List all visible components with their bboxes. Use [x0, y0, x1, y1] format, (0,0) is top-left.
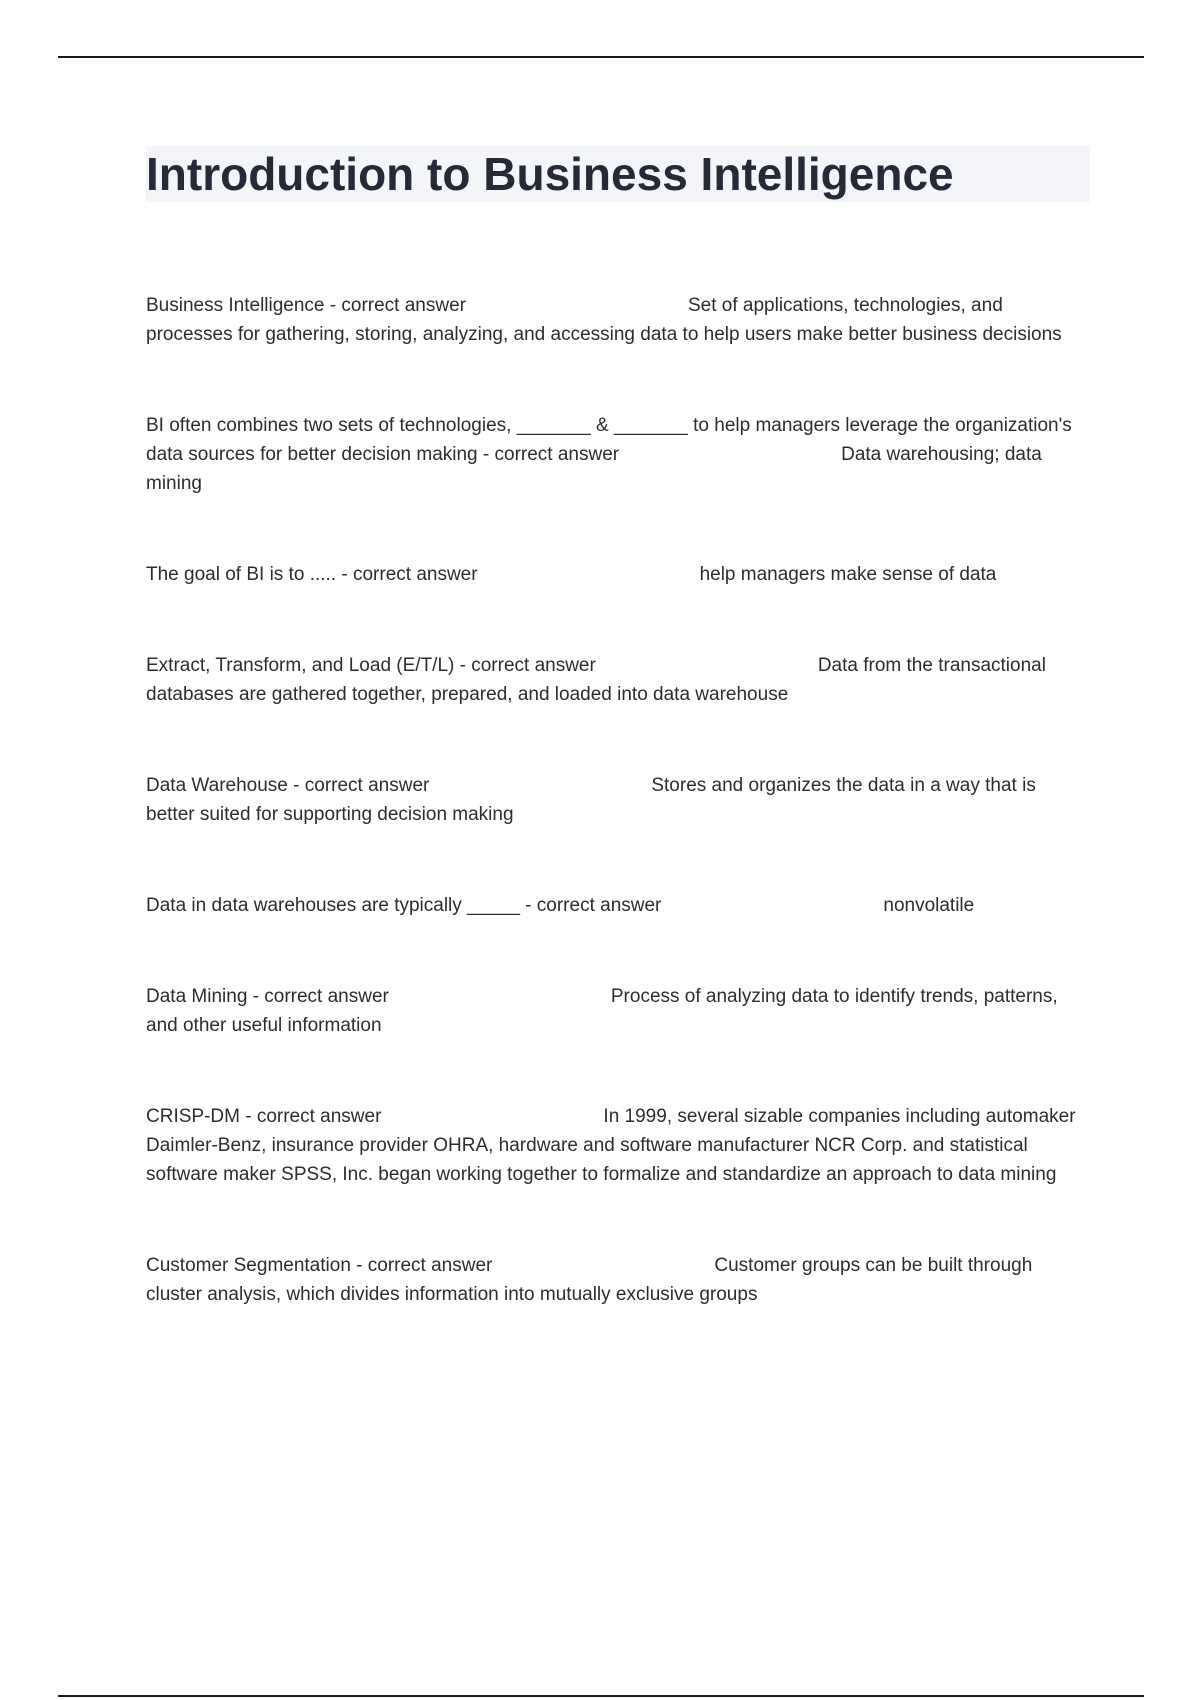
- document-title: Introduction to Business Intelligence: [146, 148, 954, 200]
- question-text: The goal of BI is to ..... - correct answer: [146, 564, 478, 585]
- answer-text: Data warehousing; data mining: [146, 444, 1042, 494]
- answer-text: Set of applications, technologies, and processes for gathering, storing, analyzing, and accessing data to help users make better business decisions: [146, 295, 1062, 345]
- qa-item: [146, 560, 1086, 589]
- qa-item: [146, 1102, 1086, 1189]
- answer-text: Customer groups can be built through cluster analysis, which divides information into mutually exclusive groups: [146, 1255, 1033, 1305]
- qa-list: [146, 291, 1086, 1371]
- question-text: CRISP-DM - correct answer: [146, 1106, 382, 1127]
- answer-text: nonvolatile: [883, 895, 975, 916]
- qa-item: [146, 982, 1086, 1040]
- question-text: Data Mining - correct answer: [146, 986, 389, 1007]
- bottom-rule: [58, 1695, 1144, 1697]
- qa-item: [146, 891, 1086, 920]
- question-text: BI often combines two sets of technologies, _______ & _______ to help managers leverage the organization's data sources for better decision making - correct answer: [146, 415, 1072, 465]
- answer-text: Process of analyzing data to identify trends, patterns, and other useful information: [146, 986, 1058, 1036]
- qa-item: [146, 291, 1086, 349]
- top-rule: [58, 56, 1144, 58]
- qa-item: [146, 771, 1086, 829]
- question-text: Customer Segmentation - correct answer: [146, 1255, 493, 1276]
- answer-text: Data from the transactional databases are gathered together, prepared, and loaded into data warehouse: [146, 655, 1046, 705]
- answer-text: Stores and organizes the data in a way that is better suited for supporting decision making: [146, 775, 1036, 825]
- question-text: Business Intelligence - correct answer: [146, 295, 466, 316]
- answer-text: In 1999, several sizable companies including automaker Daimler-Benz, insurance provider OHRA, hardware and software manufacturer NCR Corp. and statistical software maker SPSS, Inc. began working together to formalize and standardize an approach to data mining: [146, 1106, 1076, 1185]
- qa-item: [146, 1251, 1086, 1309]
- qa-item: [146, 411, 1086, 498]
- answer-text: help managers make sense of data: [699, 564, 997, 585]
- question-text: Extract, Transform, and Load (E/T/L) - correct answer: [146, 655, 596, 676]
- qa-item: [146, 651, 1086, 709]
- question-text: Data in data warehouses are typically _____ - correct answer: [146, 895, 662, 916]
- question-text: Data Warehouse - correct answer: [146, 775, 430, 796]
